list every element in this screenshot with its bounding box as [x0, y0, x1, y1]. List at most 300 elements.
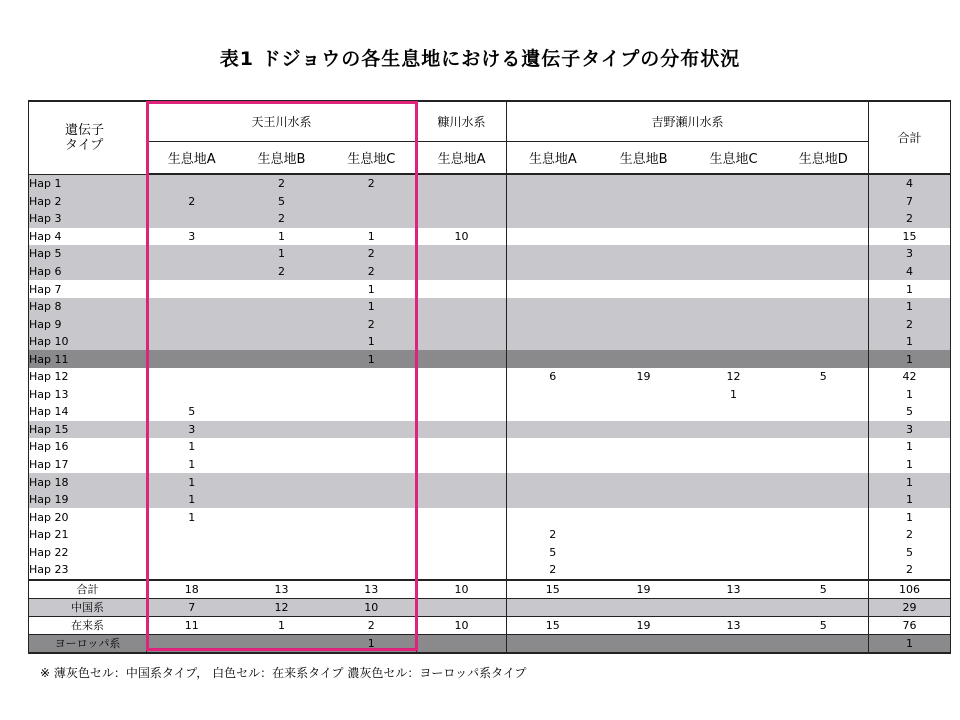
count-cell: 13 [689, 580, 779, 599]
count-cell [237, 403, 327, 421]
count-cell: 1 [147, 473, 237, 491]
summary-row [29, 616, 951, 634]
count-cell [417, 280, 507, 298]
count-cell: 1 [278, 229, 285, 243]
count-cell [689, 280, 779, 298]
count-cell [147, 174, 237, 193]
total-cell: 1 [869, 350, 951, 368]
count-cell [507, 174, 599, 193]
count-cell [779, 228, 869, 246]
total-cell: 1 [869, 438, 951, 456]
count-cell [147, 386, 237, 404]
count-cell [689, 598, 779, 616]
count-cell [327, 368, 417, 386]
count-cell [599, 543, 689, 561]
total-cell: 5 [869, 543, 951, 561]
count-cell [689, 561, 779, 580]
count-cell [507, 245, 599, 263]
count-cell [327, 543, 417, 561]
summary-label: 在来系 [29, 616, 147, 634]
count-cell [779, 543, 869, 561]
count-cell [689, 543, 779, 561]
hap-label: Hap 6 [29, 265, 62, 278]
site-header: 生息地D [779, 142, 869, 175]
count-cell [599, 598, 689, 616]
site-header: 生息地A [417, 142, 507, 175]
total-cell: 1 [869, 280, 951, 298]
count-cell [507, 508, 599, 526]
count-cell [237, 634, 327, 653]
hap-label: Hap 11 [29, 352, 69, 366]
count-cell [599, 526, 689, 544]
count-cell: 3 [147, 228, 237, 246]
count-cell [147, 333, 237, 351]
count-cell [599, 333, 689, 351]
total-cell: 1 [869, 508, 951, 526]
count-cell [237, 280, 327, 298]
hap-label: Hap 19 [29, 493, 69, 507]
count-cell [507, 491, 599, 509]
count-cell: 2 [367, 177, 375, 191]
table-row [29, 315, 951, 333]
count-cell [779, 403, 869, 421]
count-cell [327, 456, 417, 474]
table-row [29, 298, 951, 316]
count-cell: 1 [278, 247, 285, 261]
count-cell [237, 386, 327, 404]
count-cell [507, 350, 599, 368]
count-cell [417, 543, 507, 561]
total-cell: 29 [869, 598, 951, 616]
count-cell: 5 [819, 370, 827, 384]
count-cell [779, 491, 869, 509]
count-cell [507, 298, 599, 316]
count-cell [599, 508, 689, 526]
count-cell [507, 315, 599, 333]
hap-label: Hap 7 [29, 282, 62, 296]
count-cell [599, 634, 689, 653]
count-cell: 2 [367, 317, 375, 331]
summary-row [29, 580, 951, 599]
count-cell: 13 [327, 580, 417, 599]
count-cell [599, 193, 689, 211]
table-row [29, 473, 951, 491]
count-cell [689, 174, 779, 193]
total-cell: 1 [869, 333, 951, 351]
count-cell [237, 473, 327, 491]
count-cell [779, 526, 869, 544]
count-cell: 1 [147, 438, 237, 456]
count-cell [779, 193, 869, 211]
count-cell [507, 210, 599, 228]
count-cell [147, 263, 237, 281]
count-cell [417, 174, 507, 193]
count-cell [147, 350, 237, 368]
count-cell [507, 228, 599, 246]
count-cell: 6 [507, 368, 599, 386]
count-cell [689, 634, 779, 653]
table-row [29, 403, 951, 421]
count-cell [779, 386, 869, 404]
count-cell [599, 228, 689, 246]
count-cell: 1 [367, 282, 375, 296]
count-cell [779, 508, 869, 526]
count-cell [507, 193, 599, 211]
hap-label: Hap 16 [29, 440, 69, 454]
count-cell: 1 [367, 300, 375, 314]
count-cell [417, 386, 507, 404]
count-cell [327, 473, 417, 491]
summary-row [29, 634, 951, 653]
table-row [29, 368, 951, 386]
hap-label: Hap 23 [29, 563, 69, 577]
total-cell: 2 [869, 210, 951, 228]
table-row [29, 386, 951, 404]
table-row [29, 333, 951, 351]
count-cell [689, 315, 779, 333]
count-cell [237, 491, 327, 509]
count-cell: 18 [147, 580, 237, 599]
count-cell [779, 174, 869, 193]
count-cell [417, 438, 507, 456]
hap-label: Hap 21 [29, 528, 69, 542]
count-cell [779, 350, 869, 368]
count-cell [327, 210, 417, 228]
count-cell [689, 526, 779, 544]
count-cell [779, 598, 869, 616]
count-cell: 5 [507, 543, 599, 561]
count-cell [147, 368, 237, 386]
count-cell [689, 456, 779, 474]
summary-label: 合計 [29, 580, 147, 599]
count-cell [327, 491, 417, 509]
count-cell [599, 210, 689, 228]
count-cell [779, 561, 869, 580]
count-cell [237, 333, 327, 351]
count-cell: 7 [147, 598, 237, 616]
count-cell: 15 [507, 616, 599, 634]
table-row [29, 174, 951, 193]
count-cell [689, 473, 779, 491]
count-cell: 1 [730, 387, 738, 401]
count-cell [417, 368, 507, 386]
count-cell [417, 350, 507, 368]
total-cell: 4 [869, 263, 951, 281]
count-cell [599, 561, 689, 580]
table-row [29, 491, 951, 509]
count-cell: 2 [367, 265, 375, 278]
count-cell [327, 386, 417, 404]
count-cell [599, 245, 689, 263]
total-cell: 2 [869, 526, 951, 544]
table-row [29, 350, 951, 368]
count-cell [779, 315, 869, 333]
table-row [29, 245, 951, 263]
count-cell [689, 263, 779, 281]
count-cell [237, 315, 327, 333]
table-title: 表1 ドジョウの各生息地における遺伝子タイプの分布状況 [219, 48, 741, 70]
count-cell [417, 263, 507, 281]
count-cell: 12 [237, 598, 327, 616]
corner-label-line2: タイプ [65, 137, 104, 153]
count-cell [327, 526, 417, 544]
total-cell: 3 [869, 421, 951, 439]
total-cell: 4 [869, 174, 951, 193]
count-cell: 13 [237, 580, 327, 599]
site-header: 生息地C [327, 142, 417, 175]
summary-label: ヨーロッパ系 [29, 634, 147, 653]
count-cell: 13 [689, 616, 779, 634]
group-header-yoshinose: 吉野瀬川水系 [507, 101, 869, 142]
hap-label: Hap 13 [29, 387, 69, 401]
total-cell: 7 [869, 193, 951, 211]
count-cell: 2 [507, 561, 599, 580]
count-cell [779, 473, 869, 491]
count-cell [599, 386, 689, 404]
count-cell [417, 403, 507, 421]
count-cell: 12 [726, 370, 741, 384]
table-row [29, 193, 951, 211]
hap-label: Hap 18 [29, 475, 69, 489]
count-cell [507, 598, 599, 616]
count-cell [417, 456, 507, 474]
count-cell [779, 333, 869, 351]
hap-label: Hap 15 [29, 422, 69, 436]
site-header: 生息地B [599, 142, 689, 175]
count-cell [689, 421, 779, 439]
count-cell [237, 543, 327, 561]
table-row [29, 456, 951, 474]
total-cell: 42 [869, 368, 951, 386]
count-cell [147, 543, 237, 561]
count-cell [417, 245, 507, 263]
count-cell [507, 438, 599, 456]
count-cell [689, 245, 779, 263]
count-cell [779, 298, 869, 316]
corner-label-line1: 遺伝子 [65, 122, 105, 138]
count-cell [779, 210, 869, 228]
count-cell [779, 280, 869, 298]
count-cell [417, 526, 507, 544]
count-cell [599, 473, 689, 491]
table-row [29, 228, 951, 246]
table-row [29, 438, 951, 456]
count-cell [147, 634, 237, 653]
count-cell [417, 508, 507, 526]
count-cell [327, 561, 417, 580]
count-cell [417, 561, 507, 580]
count-cell [599, 456, 689, 474]
count-cell [599, 438, 689, 456]
count-cell [599, 421, 689, 439]
hap-label: Hap 5 [29, 247, 62, 261]
table-row [29, 508, 951, 526]
count-cell: 5 [278, 194, 285, 208]
count-cell: 3 [147, 421, 237, 439]
count-cell: 1 [367, 352, 375, 366]
table-row [29, 210, 951, 228]
count-cell [599, 491, 689, 509]
count-cell: 2 [147, 193, 237, 211]
count-cell: 10 [417, 616, 507, 634]
count-cell: 1 [367, 335, 375, 349]
legend-footnote: ※ 薄灰色セル：中国系タイプ， 白色セル：在来系タイプ 濃灰色セル：ヨーロッパ系タイプ [40, 666, 527, 680]
hap-label: Hap 4 [29, 229, 62, 243]
corner-label [29, 101, 147, 174]
count-cell [417, 473, 507, 491]
group-header-nuka: 糠川水系 [417, 101, 507, 142]
count-cell [417, 491, 507, 509]
count-cell: 10 [327, 598, 417, 616]
hap-label: Hap 22 [29, 545, 69, 559]
count-cell: 2 [278, 265, 285, 278]
total-cell: 3 [869, 245, 951, 263]
count-cell [237, 368, 327, 386]
count-cell [327, 438, 417, 456]
total-cell: 1 [869, 491, 951, 509]
count-cell [417, 210, 507, 228]
count-cell [689, 333, 779, 351]
count-cell [507, 473, 599, 491]
count-cell [327, 508, 417, 526]
count-cell: 2 [507, 526, 599, 544]
count-cell: 10 [417, 580, 507, 599]
hap-label: Hap 14 [29, 405, 69, 419]
count-cell: 2 [327, 616, 417, 634]
hap-label: Hap 1 [29, 177, 62, 191]
table-row [29, 543, 951, 561]
total-cell: 1 [869, 298, 951, 316]
count-cell [417, 193, 507, 211]
count-cell: 1 [147, 508, 237, 526]
hap-label: Hap 2 [29, 194, 62, 208]
count-cell [599, 315, 689, 333]
count-cell [689, 438, 779, 456]
count-cell [689, 403, 779, 421]
total-cell: 76 [869, 616, 951, 634]
count-cell: 1 [237, 616, 327, 634]
count-cell [237, 526, 327, 544]
count-cell [689, 228, 779, 246]
count-cell: 5 [779, 580, 869, 599]
hap-label: Hap 8 [29, 300, 62, 314]
count-cell [507, 456, 599, 474]
count-cell: 2 [278, 212, 285, 226]
total-cell: 15 [869, 228, 951, 246]
count-cell: 19 [636, 370, 651, 384]
count-cell [599, 403, 689, 421]
count-cell [147, 315, 237, 333]
table-row [29, 561, 951, 580]
hap-label: Hap 10 [29, 335, 69, 349]
count-cell [507, 263, 599, 281]
count-cell: 1 [147, 456, 237, 474]
count-cell [599, 280, 689, 298]
count-cell: 11 [147, 616, 237, 634]
total-cell: 1 [869, 386, 951, 404]
count-cell [237, 438, 327, 456]
count-cell: 1 [147, 491, 237, 509]
table-row [29, 526, 951, 544]
site-header: 生息地B [237, 142, 327, 175]
total-cell: 2 [869, 561, 951, 580]
count-cell [327, 193, 417, 211]
site-header: 生息地C [689, 142, 779, 175]
count-cell [237, 421, 327, 439]
table-row [29, 280, 951, 298]
count-cell [147, 280, 237, 298]
count-cell [599, 263, 689, 281]
total-cell: 1 [869, 473, 951, 491]
total-cell: 106 [869, 580, 951, 599]
summary-label: 中国系 [29, 598, 147, 616]
count-cell: 2 [367, 247, 375, 261]
count-cell [599, 298, 689, 316]
total-cell: 5 [869, 403, 951, 421]
table-row [29, 421, 951, 439]
count-cell [689, 350, 779, 368]
count-cell [507, 403, 599, 421]
total-cell: 1 [869, 634, 951, 653]
count-cell [599, 350, 689, 368]
count-cell [327, 403, 417, 421]
hap-label: Hap 17 [29, 458, 69, 472]
hap-label: Hap 12 [29, 370, 69, 384]
count-cell [689, 210, 779, 228]
count-cell [779, 438, 869, 456]
summary-row [29, 598, 951, 616]
count-cell [689, 193, 779, 211]
count-cell [417, 298, 507, 316]
count-cell: 5 [147, 403, 237, 421]
hap-label: Hap 9 [29, 317, 62, 331]
count-cell [779, 456, 869, 474]
count-cell [689, 491, 779, 509]
count-cell: 10 [417, 228, 507, 246]
count-cell [689, 508, 779, 526]
count-cell [507, 280, 599, 298]
count-cell [507, 333, 599, 351]
count-cell: 15 [507, 580, 599, 599]
count-cell [327, 421, 417, 439]
count-cell [599, 174, 689, 193]
count-cell [147, 526, 237, 544]
count-cell [237, 298, 327, 316]
count-cell: 19 [599, 580, 689, 599]
count-cell: 19 [599, 616, 689, 634]
count-cell [237, 456, 327, 474]
count-cell [417, 333, 507, 351]
haplotype-table [28, 100, 951, 654]
count-cell [147, 245, 237, 263]
count-cell: 5 [779, 616, 869, 634]
count-cell [237, 350, 327, 368]
count-cell [147, 210, 237, 228]
site-header: 生息地A [507, 142, 599, 175]
total-cell: 2 [869, 315, 951, 333]
count-cell [417, 315, 507, 333]
count-cell [779, 263, 869, 281]
count-cell [779, 634, 869, 653]
count-cell: 1 [327, 634, 417, 653]
count-cell [237, 561, 327, 580]
count-cell [417, 598, 507, 616]
count-cell: 2 [278, 177, 285, 191]
count-cell [779, 245, 869, 263]
count-cell [507, 634, 599, 653]
site-header: 生息地A [147, 142, 237, 175]
count-cell [689, 298, 779, 316]
